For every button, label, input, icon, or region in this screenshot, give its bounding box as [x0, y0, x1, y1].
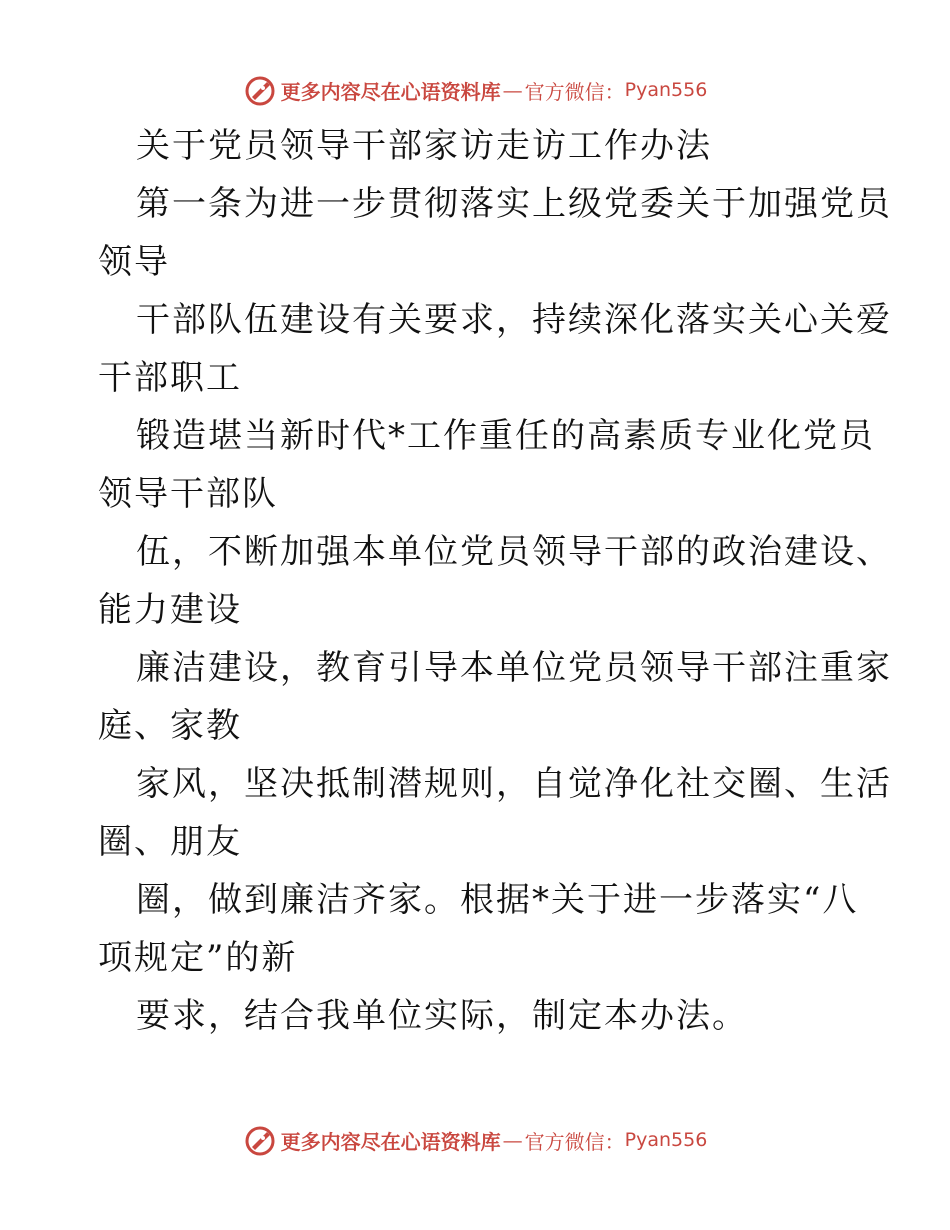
- document-title: 关于党员领导干部家访走访工作办法: [136, 126, 712, 166]
- paragraph-line: 家风，坚决抵制潜规则，自觉净化社交圈、生活: [136, 764, 892, 804]
- paragraph-line: 第一条为进一步贯彻落实上级党委关于加强党员: [136, 184, 892, 224]
- pen-logo-icon: [243, 73, 277, 107]
- paragraph-line: 廉洁建设，教育引导本单位党员领导干部注重家: [136, 648, 892, 688]
- banner-main-text: 更多内容尽在心语资料库: [280, 1129, 501, 1154]
- paragraph-line: 领导: [98, 242, 170, 282]
- banner-dash: —: [502, 78, 523, 102]
- footer-banner: [0, 1120, 950, 1160]
- paragraph-line: 干部队伍建设有关要求，持续深化落实关心关爱: [136, 300, 892, 340]
- paragraph-line: 要求，结合我单位实际，制定本办法。: [136, 996, 748, 1036]
- paragraph-line: 圈，做到廉洁齐家。根据*关于进一步落实“八: [136, 880, 859, 920]
- banner-wechat-id: Pyan556: [624, 79, 708, 101]
- paragraph-line: 伍，不断加强本单位党员领导干部的政治建设、: [136, 532, 892, 572]
- paragraph-line: 干部职工: [98, 358, 242, 398]
- paragraph-line: 锻造堪当新时代*工作重任的高素质专业化党员: [136, 416, 875, 456]
- paragraph-line: 圈、朋友: [98, 822, 242, 862]
- paragraph-line: 庭、家教: [98, 706, 242, 746]
- paragraph-line: 领导干部队: [98, 474, 278, 514]
- banner-wechat-id: Pyan556: [624, 1129, 708, 1151]
- banner-wechat-label: 官方微信：: [524, 1129, 625, 1154]
- banner-wechat-label: 官方微信：: [524, 79, 625, 104]
- paragraph-line: 项规定”的新: [98, 938, 298, 978]
- banner-main-text: 更多内容尽在心语资料库: [280, 79, 501, 104]
- banner-dash: —: [502, 1128, 523, 1152]
- header-banner: [0, 70, 950, 110]
- paragraph-line: 能力建设: [98, 590, 242, 630]
- pen-logo-icon: [243, 1123, 277, 1157]
